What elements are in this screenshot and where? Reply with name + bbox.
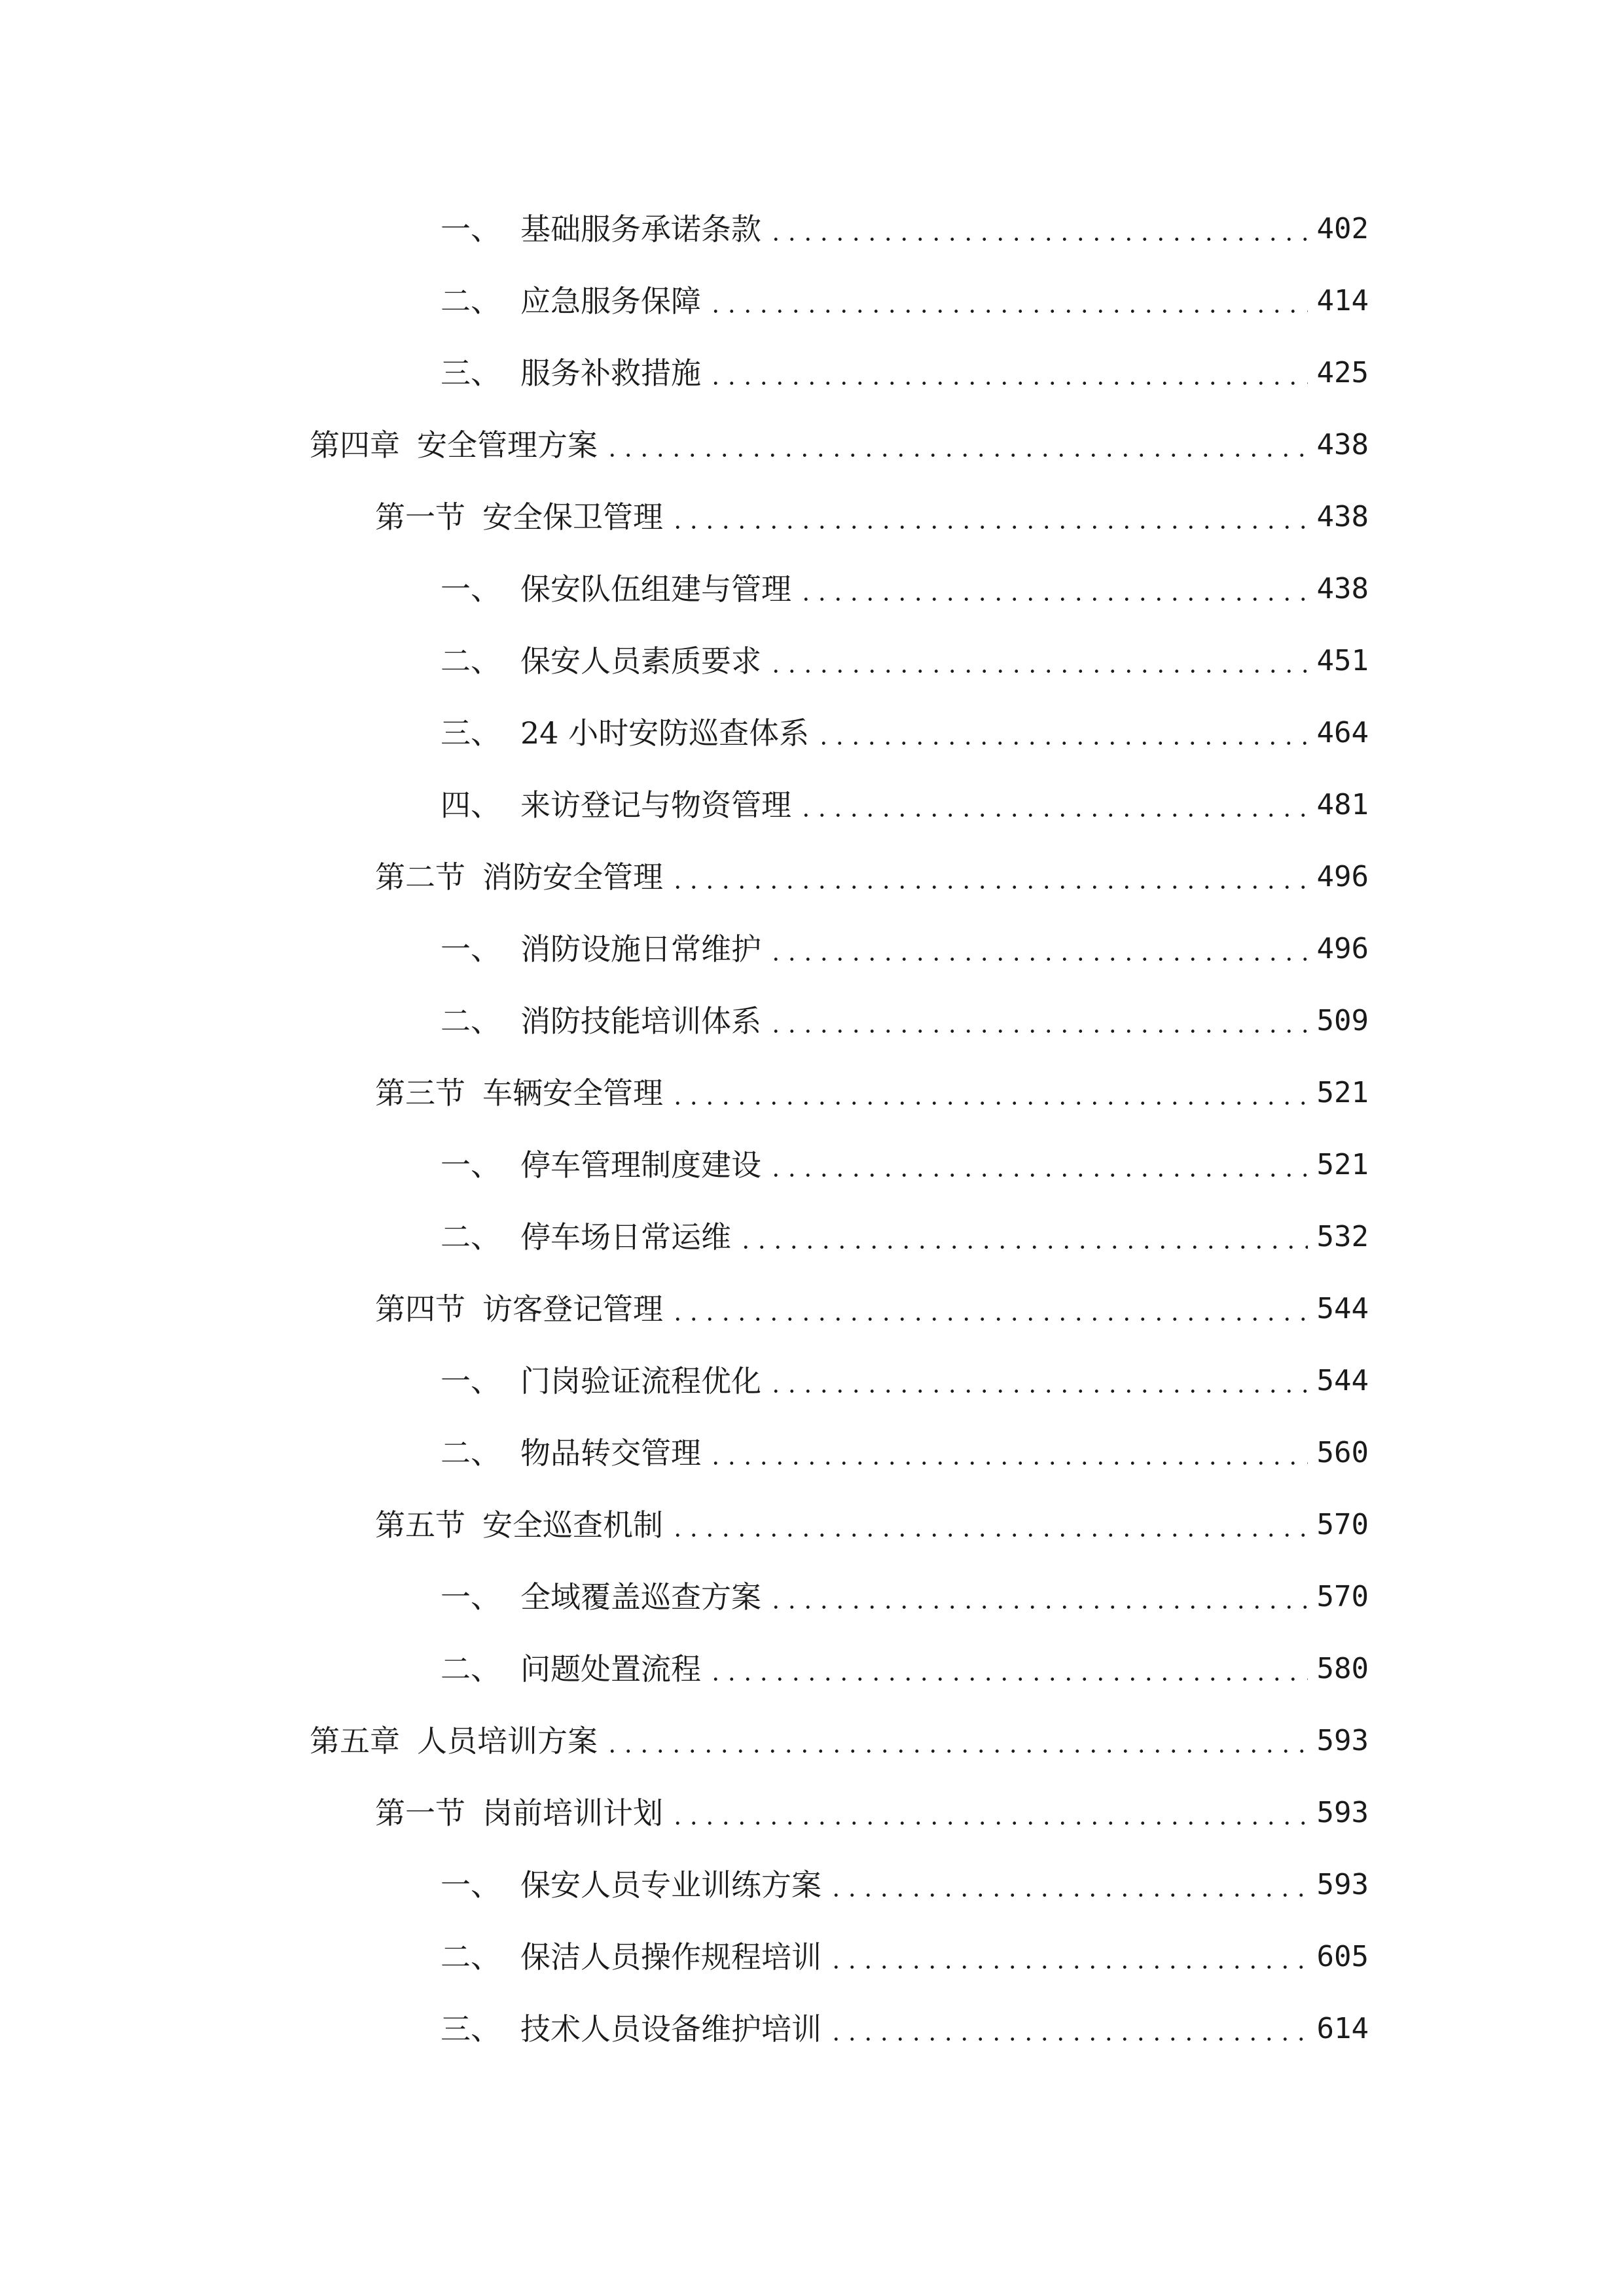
dot-leader — [768, 1355, 1308, 1407]
toc-entry-number: 三、 — [441, 715, 501, 751]
toc-entry[interactable] — [441, 707, 1369, 759]
toc-entry-number: 第一节 — [375, 1795, 465, 1831]
toc-entry-page: 593 — [1316, 1724, 1369, 1757]
toc-entry-number: 一、 — [441, 931, 501, 967]
dot-leader — [670, 1499, 1308, 1551]
toc-entry-title: 保洁人员操作规程培训 — [520, 1939, 821, 1975]
toc-entry[interactable] — [441, 1211, 1369, 1263]
dot-leader — [768, 635, 1308, 687]
toc-section-entry[interactable] — [375, 491, 1369, 543]
toc-entry-title: 物品转交管理 — [520, 1435, 701, 1471]
dot-leader — [816, 707, 1307, 759]
toc-entry[interactable] — [441, 1427, 1369, 1479]
toc-entry-number: 二、 — [441, 1219, 501, 1255]
dot-leader — [768, 923, 1308, 975]
toc-entry-page: 402 — [1316, 212, 1369, 245]
toc-entry-title: 保安人员专业训练方案 — [520, 1867, 821, 1903]
toc-entry-title: 消防设施日常维护 — [520, 931, 761, 967]
toc-entry[interactable] — [441, 203, 1369, 255]
toc-entry-page: 521 — [1316, 1076, 1369, 1109]
toc-entry-page: 532 — [1316, 1220, 1369, 1253]
toc-entry-title: 安全保卫管理 — [482, 499, 663, 535]
dot-leader — [768, 1139, 1308, 1191]
toc-section-entry[interactable] — [375, 1499, 1369, 1551]
toc-section-entry[interactable] — [375, 1787, 1369, 1839]
dot-leader — [828, 2003, 1308, 2055]
toc-entry-page: 580 — [1316, 1652, 1369, 1685]
dot-leader — [768, 995, 1308, 1047]
toc-entry-number: 三、 — [441, 355, 501, 391]
toc-entry-page: 464 — [1316, 716, 1369, 749]
toc-entry-number: 一、 — [441, 1579, 501, 1615]
toc-entry-title: 人员培训方案 — [417, 1723, 598, 1759]
dot-leader — [670, 1283, 1308, 1335]
toc-entry-title: 岗前培训计划 — [482, 1795, 663, 1831]
toc-entry-page: 593 — [1316, 1796, 1369, 1829]
toc-entry-number: 二、 — [441, 1003, 501, 1039]
toc-entry-page: 481 — [1316, 788, 1369, 821]
toc-entry-title: 保安队伍组建与管理 — [520, 571, 791, 607]
toc-entry-title: 门岗验证流程优化 — [520, 1363, 761, 1399]
toc-entry-number: 二、 — [441, 283, 501, 319]
toc-entry[interactable] — [441, 995, 1369, 1047]
dot-leader — [768, 203, 1308, 255]
toc-entry-number: 一、 — [441, 211, 501, 247]
toc-entry-title: 停车管理制度建设 — [520, 1147, 761, 1183]
toc-entry-page: 614 — [1316, 2012, 1369, 2045]
toc-entry-number: 二、 — [441, 1939, 501, 1975]
toc-chapter-entry[interactable] — [310, 419, 1369, 471]
toc-entry[interactable] — [441, 1859, 1369, 1911]
toc-entry-title: 技术人员设备维护培训 — [520, 2011, 821, 2047]
toc-section-entry[interactable] — [375, 1283, 1369, 1335]
toc-entry-number: 第一节 — [375, 499, 465, 535]
toc-section-entry[interactable] — [375, 851, 1369, 903]
toc-entry[interactable] — [441, 275, 1369, 327]
toc-entry[interactable] — [441, 1139, 1369, 1191]
toc-entry-number: 一、 — [441, 1867, 501, 1903]
toc-entry-title: 停车场日常运维 — [520, 1219, 731, 1255]
toc-entry-page: 496 — [1316, 932, 1369, 965]
dot-leader — [670, 491, 1308, 543]
toc-entry-title: 问题处置流程 — [520, 1651, 701, 1687]
toc-section-entry[interactable] — [375, 1067, 1369, 1119]
toc-entry[interactable] — [441, 347, 1369, 399]
toc-entry[interactable] — [441, 923, 1369, 975]
toc-entry-page: 451 — [1316, 644, 1369, 677]
toc-entry-number: 二、 — [441, 643, 501, 679]
dot-leader — [768, 1571, 1308, 1623]
dot-leader — [670, 851, 1308, 903]
toc-entry-title: 安全管理方案 — [417, 427, 598, 463]
dot-leader — [798, 563, 1308, 615]
toc-entry-page: 544 — [1316, 1292, 1369, 1325]
toc-entry-title: 来访登记与物资管理 — [520, 787, 791, 823]
toc-entry[interactable] — [441, 635, 1369, 687]
toc-entry-page: 425 — [1316, 356, 1369, 389]
toc-chapter-entry[interactable] — [310, 1715, 1369, 1767]
toc-entry-title: 应急服务保障 — [520, 283, 701, 319]
toc-entry-title: 24 小时安防巡查体系 — [520, 715, 810, 751]
toc-entry-number: 一、 — [441, 1147, 501, 1183]
dot-leader — [604, 419, 1308, 471]
toc-entry[interactable] — [441, 2003, 1369, 2055]
toc-entry-page: 570 — [1316, 1580, 1369, 1613]
toc-entry-title: 车辆安全管理 — [482, 1075, 663, 1111]
dot-leader — [708, 275, 1308, 327]
toc-entry-number: 第四章 — [310, 427, 400, 463]
dot-leader — [708, 347, 1308, 399]
toc-entry[interactable] — [441, 1931, 1369, 1983]
toc-entry-number: 一、 — [441, 571, 501, 607]
toc-entry[interactable] — [441, 779, 1369, 831]
toc-entry-number: 第三节 — [375, 1075, 465, 1111]
toc-entry-page: 509 — [1316, 1004, 1369, 1037]
dot-leader — [798, 779, 1308, 831]
dot-leader — [604, 1715, 1308, 1767]
toc-entry-page: 438 — [1316, 572, 1369, 605]
toc-entry-title: 基础服务承诺条款 — [520, 211, 761, 247]
toc-entry[interactable] — [441, 1643, 1369, 1695]
toc-entry-page: 605 — [1316, 1940, 1369, 1973]
toc-entry-page: 414 — [1316, 284, 1369, 317]
dot-leader — [708, 1643, 1308, 1695]
toc-entry-title: 安全巡查机制 — [482, 1507, 663, 1543]
dot-leader — [708, 1427, 1308, 1479]
toc-entry-page: 593 — [1316, 1868, 1369, 1901]
toc-entry-page: 570 — [1316, 1508, 1369, 1541]
toc-entry-number: 二、 — [441, 1651, 501, 1687]
toc-entry-number: 四、 — [441, 787, 501, 823]
toc-entry-title: 全域覆盖巡查方案 — [520, 1579, 761, 1615]
toc-entry-number: 第五节 — [375, 1507, 465, 1543]
toc-entry-title: 消防安全管理 — [482, 859, 663, 895]
dot-leader — [828, 1859, 1308, 1911]
toc-entry-number: 第四节 — [375, 1291, 465, 1327]
toc-entry-number: 二、 — [441, 1435, 501, 1471]
toc-entry-page: 560 — [1316, 1436, 1369, 1469]
toc-entry-page: 496 — [1316, 860, 1369, 893]
toc-entry-title: 保安人员素质要求 — [520, 643, 761, 679]
toc-entry-page: 544 — [1316, 1364, 1369, 1397]
toc-entry-title: 服务补救措施 — [520, 355, 701, 391]
toc-entry-title: 访客登记管理 — [482, 1291, 663, 1327]
toc-entry-number: 第五章 — [310, 1723, 400, 1759]
toc-entry-number: 一、 — [441, 1363, 501, 1399]
toc-entry-number: 第二节 — [375, 859, 465, 895]
toc-entry-page: 521 — [1316, 1148, 1369, 1181]
toc-entry-page: 438 — [1316, 500, 1369, 533]
toc-entry-number: 三、 — [441, 2011, 501, 2047]
dot-leader — [738, 1211, 1308, 1263]
dot-leader — [828, 1931, 1308, 1983]
dot-leader — [670, 1067, 1308, 1119]
toc-entry[interactable] — [441, 563, 1369, 615]
dot-leader — [670, 1787, 1308, 1839]
toc-entry[interactable] — [441, 1571, 1369, 1623]
toc-entry[interactable] — [441, 1355, 1369, 1407]
toc-entry-page: 438 — [1316, 428, 1369, 461]
toc-entry-title: 消防技能培训体系 — [520, 1003, 761, 1039]
